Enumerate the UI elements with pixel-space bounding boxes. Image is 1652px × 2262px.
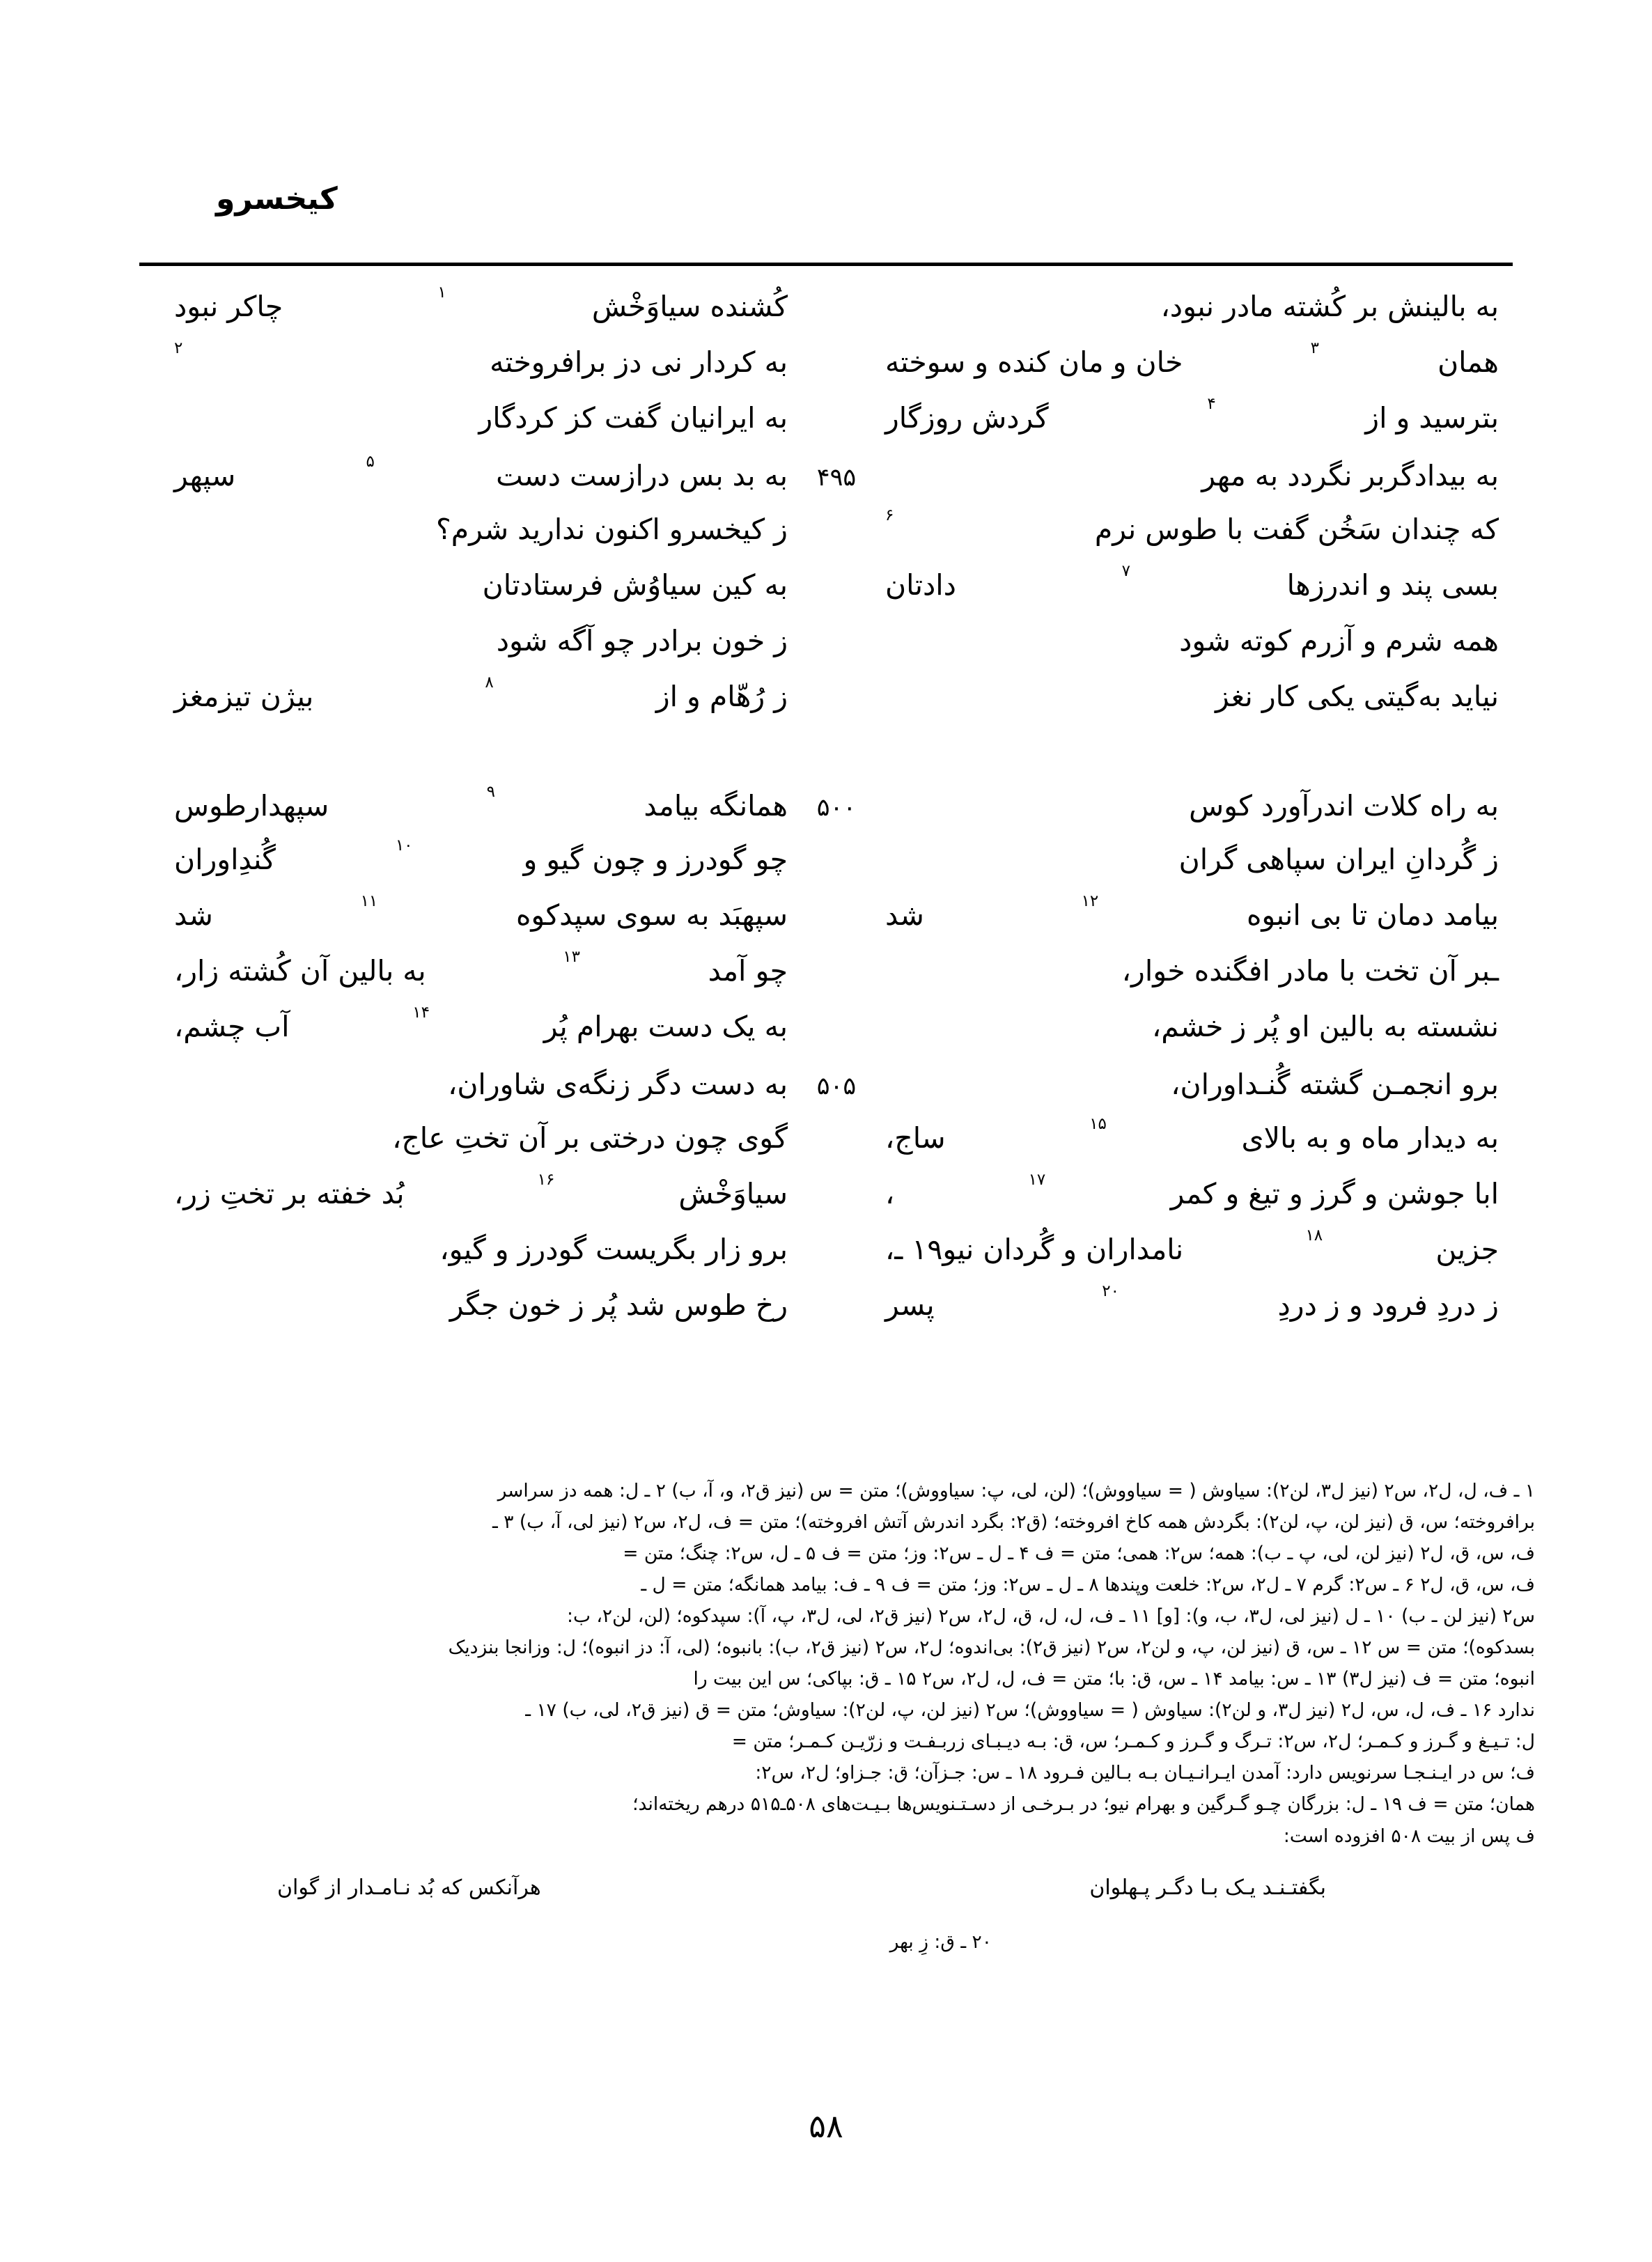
- hemistich-text: همان: [1437, 345, 1499, 379]
- footnote-marker: ۱۲: [1081, 892, 1099, 910]
- footnote-marker: ۴: [1207, 395, 1216, 413]
- hemistich-left: [878, 892, 1527, 932]
- hemistich-text: چو آمد: [708, 954, 788, 988]
- apparatus-added-couplet: [117, 1870, 1535, 1905]
- hemistich-left: [878, 682, 1527, 711]
- hemistich-text-tail: شد: [174, 898, 222, 932]
- hemistich-left: [878, 845, 1527, 874]
- couplet: [125, 1068, 1527, 1124]
- hemistich-text: همانگه بیامد: [644, 789, 788, 822]
- verse-number: [795, 921, 878, 925]
- footnote-marker: ۱۷: [1028, 1171, 1046, 1189]
- footnote-marker: ۷: [1121, 562, 1130, 580]
- hemistich-left: [878, 1171, 1527, 1210]
- footnote-marker: ۱: [437, 283, 446, 302]
- verse-number: [795, 976, 878, 981]
- hemistich-left: [878, 1115, 1527, 1155]
- hemistich-left: [878, 506, 1527, 546]
- apparatus-line: ندارد ۱۶ ـ ف، ل، س، ل٢ (نیز ل٣، و لن٢): سیاوش ( = سیاووش)؛ س٢ (نیز لن، پ، لن٢): سیاوش؛ متن = ق (نیز ق٢، لی، ب) ۱۷ ـ: [525, 1699, 1535, 1722]
- hemistich-text: ابا جوشن و گرز و تیغ و کمر: [1170, 1177, 1499, 1210]
- footnote-marker: ۳: [1310, 339, 1319, 357]
- couplet: [125, 783, 1527, 845]
- hemistich-text: به کین سیاوُش فرستادتان: [482, 568, 788, 602]
- hemistich-right: [125, 453, 795, 492]
- verse-number: [795, 423, 878, 428]
- hemistich-text-tail: گُندِاوران: [174, 843, 285, 876]
- hemistich-text-tail: دادتان: [885, 568, 965, 602]
- couplet: [125, 506, 1527, 571]
- hemistich-text: برو انجمـن گشته گُنـداوران،: [1171, 1068, 1499, 1101]
- hemistich-text-tail: سپهر: [174, 459, 245, 492]
- stanza-2: [125, 783, 1527, 1347]
- hemistich-text: به کردار نی دز برافروخته: [490, 345, 788, 379]
- footnote-marker: ۲: [174, 339, 183, 357]
- hemistich-text: ز گُردانِ ایران سپاهی گران: [1178, 843, 1499, 876]
- couplet: [125, 453, 1527, 515]
- apparatus-line: س٢ (نیز لن ـ ب) ۱۰ ـ ل (نیز لی، ل٣، ب، و): [و] ۱۱ ـ ف، ل، ل، ق، ل٢، س٢ (نیز ق٢، لی، ل٣، پ، آ): سپدکوه؛ (لن، لن٢، ب:: [567, 1605, 1535, 1628]
- couplet: [125, 948, 1527, 1013]
- folio-number: ۵۸: [809, 2107, 843, 2145]
- hemistich-text: به بالینش بر کُشته مادر نبود،: [1160, 290, 1499, 323]
- hemistich-text: جزین: [1435, 1233, 1499, 1266]
- hemistich-text: به بد بس درازست دست: [496, 459, 788, 492]
- critical-apparatus: [117, 1475, 1535, 1958]
- hemistich-right: [125, 568, 795, 602]
- verse-area: [125, 283, 1527, 1421]
- hemistich-text: نشسته به بالین او پُر ز خشم،: [1152, 1010, 1499, 1043]
- hemistich-text-tail: ساج،: [885, 1121, 955, 1155]
- verse-number: [795, 1144, 878, 1148]
- footnote-marker: ۱۴: [412, 1004, 430, 1022]
- footnote-marker: ۹: [486, 783, 495, 801]
- hemistich-right: [125, 1070, 795, 1099]
- hemistich-text: ـبر آن تخت با مادر افگنده خوار،: [1121, 954, 1499, 988]
- couplet: [125, 339, 1527, 404]
- hemistich-right: [125, 1121, 795, 1155]
- hemistich-right: [125, 1288, 795, 1322]
- hemistich-right: [125, 1235, 795, 1264]
- apparatus-line: بسدکوه)؛ متن = س ۱۲ ـ س، ق (نیز لن، پ، و لن٢، س٢ (نیز ق٢): بی‌اندوه؛ ل٢، س٢ (نیز ق٢، ب): بانبوه؛ (لی، آ: دز انبوه)؛ ل: وزانجا بنزدیک: [448, 1637, 1535, 1659]
- hemistich-text: همه شرم و آزرم کوته شود: [1179, 624, 1499, 657]
- verse-number: [795, 591, 878, 595]
- hemistich-text-tail: چاکر نبود: [174, 290, 293, 323]
- hemistich-text: گوی چون درختی بر آن تختِ عاج،: [392, 1121, 788, 1155]
- added-couplet-left: هرآنکس که بُد نـامـدار از گوان: [277, 1875, 541, 1900]
- footnote-marker: ۱۰: [395, 836, 413, 855]
- verse-number: [795, 1311, 878, 1315]
- hemistich-text: به یک دست بهرام پُر: [543, 1010, 788, 1043]
- hemistich-left: [878, 1226, 1527, 1266]
- verse-number: [795, 1255, 878, 1259]
- hemistich-text: ز دردِ فرود و ز دردِ: [1277, 1288, 1499, 1322]
- hemistich-right: [125, 1004, 795, 1043]
- couplet: [125, 1004, 1527, 1068]
- apparatus-line: ف، س، ق، ل٢ ۶ ـ س٢: گرم ۷ ـ ل٢، س٢: خلعت وپندها ۸ ـ ل ـ س٢: وز؛ متن = ف ۹ ـ ف: بیامد همانگه؛ متن = ل ـ: [641, 1574, 1535, 1596]
- footnote-marker: ۶: [885, 506, 894, 524]
- hemistich-text: نیاید به‌گیتی یکی کار نغز: [1215, 680, 1499, 713]
- hemistich-right: [125, 673, 795, 713]
- hemistich-right: [125, 283, 795, 323]
- apparatus-line: انبوه؛ متن = ف (نیز ل٣) ۱۳ ـ س: بیامد ۱۴ ـ س، ق: با؛ متن = ف، ل، ل٢، س٢ ۱۵ ـ ق: بپاکی؛ س این بیت را: [693, 1668, 1535, 1690]
- couplet: [125, 892, 1527, 957]
- footnote-marker: ۲۰: [1102, 1282, 1119, 1300]
- hemistich-text: کُشنده سیاوَخْش: [591, 290, 788, 323]
- footnote-marker: ۵: [366, 453, 375, 471]
- footnote-marker: ۱۸: [1305, 1226, 1323, 1245]
- hemistich-left: [878, 789, 1527, 822]
- hemistich-text: به ایرانیان گفت کز کردگار: [478, 401, 788, 435]
- apparatus-line: ف؛ س در ایـنـجـا سرنویس دارد: آمدن ایـرانـیـان بـه بـالین فـرود ۱۸ ـ س: جـزآن؛ ق: جـزاو؛ ل٢، س٢:: [755, 1762, 1535, 1784]
- hemistich-left: [878, 954, 1527, 988]
- hemistich-text: ز کیخسرو اکنون ندارید شرم؟: [435, 513, 788, 546]
- hemistich-left: [878, 1010, 1527, 1043]
- added-couplet-right: بگفتـنـد یـک بـا دگـر پـهلوان: [1089, 1875, 1326, 1900]
- apparatus-line: برافروخته؛ س، ق (نیز لن، پ، لن٢): بگردش همه کاخ افروخته؛ (ق٢: بگرد اندرش آتش افروخته)؛ متن = ف، ل٢، س٢ (نیز لی، آ، ب) ۳ ـ: [492, 1511, 1535, 1534]
- apparatus-line: همان؛ متن = ف ۱۹ ـ ل: بزرگان چـو گـرگین و بهرام نیو؛ در بـرخـی از دسـتـنویس‌ها بـیـت‌های ۵۰۸ـ۵۱۵ درهم ریخته‌اند؛: [632, 1793, 1535, 1816]
- hemistich-text-tail: به بالین آن کُشته زار،: [174, 954, 435, 988]
- verse-number: [795, 312, 878, 316]
- hemistich-text-tail: بیژن تیزمغز: [174, 680, 323, 713]
- hemistich-left: [878, 292, 1527, 321]
- couplet: [125, 562, 1527, 627]
- footnote-marker: ۱۵: [1089, 1115, 1107, 1133]
- hemistich-text: به دست دگر زنگه‌ی شاوران،: [448, 1068, 788, 1101]
- hemistich-text: سیاوَخْش: [678, 1177, 788, 1210]
- hemistich-text-tail: آب چشم،: [174, 1010, 299, 1043]
- header-rule: [139, 263, 1513, 266]
- hemistich-text: برو زار بگریست گودرز و گیو،: [439, 1233, 788, 1266]
- hemistich-left: [878, 339, 1527, 379]
- verse-number: [795, 1032, 878, 1036]
- apparatus-line: ل: تـیـغ و گـرز و کـمـر؛ ل٢، س٢: تـرگ و گـرز و کـمـر؛ س، ق: بـه دیـبـای زربـفـت و زرّیـن کـمـر؛ متن =: [731, 1731, 1535, 1753]
- hemistich-right: [125, 624, 795, 657]
- hemistich-text-tail: خان و مان کنده و سوخته: [885, 345, 1192, 379]
- hemistich-left: [878, 1070, 1527, 1099]
- verse-number: [795, 535, 878, 539]
- hemistich-text: بترسید و از: [1365, 401, 1499, 435]
- hemistich-text: بیامد دمان تا بی انبوه: [1246, 898, 1499, 932]
- hemistich-text: به دیدار ماه و به بالای: [1241, 1121, 1499, 1155]
- hemistich-right: [125, 892, 795, 932]
- hemistich-left: [878, 395, 1527, 435]
- hemistich-text-tail: بُد خفته بر تختِ زر،: [174, 1177, 414, 1210]
- stanza-1: [125, 283, 1527, 738]
- verse-number: [795, 1199, 878, 1203]
- hemistich-text: به بیدادگربر نگردد به مهر: [1201, 459, 1499, 492]
- verse-number: [795, 646, 878, 650]
- hemistich-right: [125, 783, 795, 822]
- verse-number: [795, 702, 878, 706]
- couplet: [125, 624, 1527, 682]
- hemistich-text-tail: نامداران و گُردان نیو۱۹ ـ،: [885, 1233, 1193, 1266]
- footnote-marker: ۸: [485, 673, 494, 692]
- verse-number: [795, 368, 878, 372]
- hemistich-text-tail: گردش روزگار: [885, 401, 1058, 435]
- hemistich-left: [878, 1282, 1527, 1322]
- hemistich-text-tail: سپهدارطوس: [174, 789, 338, 822]
- couplet: [125, 836, 1527, 901]
- page-header: [139, 182, 1513, 273]
- hemistich-text: به راه کلات اندرآورد کوس: [1189, 789, 1499, 822]
- hemistich-left: [878, 624, 1527, 657]
- hemistich-text: چو گودرز و چون گیو و: [523, 843, 788, 876]
- footnote-marker: ۱۱: [360, 892, 378, 910]
- verse-number: [795, 865, 878, 869]
- couplet: [125, 395, 1527, 460]
- hemistich-right: [125, 401, 795, 435]
- couplet: [125, 1226, 1527, 1291]
- footnote-marker: ۱۳: [563, 948, 580, 966]
- hemistich-left: [878, 562, 1527, 602]
- hemistich-text-tail: شد: [885, 898, 933, 932]
- apparatus-line: ف پس از بیت ۵۰۸ افزوده است:: [1283, 1825, 1535, 1847]
- apparatus-tail-note: ۲۰ ـ ق: زِ بهر: [889, 1930, 992, 1953]
- hemistich-text: ز رُهّام و از: [655, 680, 788, 713]
- footnote-marker: ۱۶: [537, 1171, 555, 1189]
- couplet: [125, 673, 1527, 738]
- hemistich-right: [125, 836, 795, 876]
- hemistich-text-tail: پسر: [885, 1288, 944, 1322]
- couplet: [125, 1282, 1527, 1347]
- hemistich-right: [125, 948, 795, 988]
- apparatus-line: ۱ ـ ف، ل، ل٢، س٢ (نیز ل٣، لن٢): سیاوش ( = سیاووش)؛ (لن، لی، پ: سیاووش)؛ متن = س (نیز ق٢، و، آ، ب) ۲ ـ ل: همه دز سراسر: [497, 1480, 1535, 1502]
- hemistich-text: سپهبَد به سوی سپدکوه: [515, 898, 788, 932]
- hemistich-right: [125, 339, 795, 379]
- hemistich-text: بسی پند و اندرزها: [1286, 568, 1499, 602]
- hemistich-right: [125, 515, 795, 544]
- hemistich-text-tail: ،: [885, 1177, 904, 1210]
- verse-number: ۵۰۵: [816, 1072, 857, 1100]
- hemistich-text: ز خون برادر چو آگه شود: [496, 624, 788, 657]
- hemistich-right: [125, 1171, 795, 1210]
- couplet: [125, 1115, 1527, 1180]
- hemistich-text: که چندان سَخُن گفت با طوس نرم: [1094, 513, 1499, 546]
- hemistich-left: [878, 459, 1527, 492]
- verse-number: ۴۹۵: [816, 464, 857, 492]
- verse-number: ۵۰۰: [816, 794, 857, 822]
- apparatus-lines: [117, 1475, 1535, 1852]
- apparatus-line: ف، س، ق، ل٢ (نیز لن، لی، پ ـ ب): همه؛ س٢: همی؛ متن = ف ۴ ـ ل ـ س٢: وز؛ متن = ف ۵ ـ ل، س٢: چنگ؛ متن =: [623, 1543, 1535, 1565]
- hemistich-text: رخ طوس شد پُر ز خون جگر: [449, 1288, 788, 1322]
- running-head: کیخسرو: [216, 181, 338, 217]
